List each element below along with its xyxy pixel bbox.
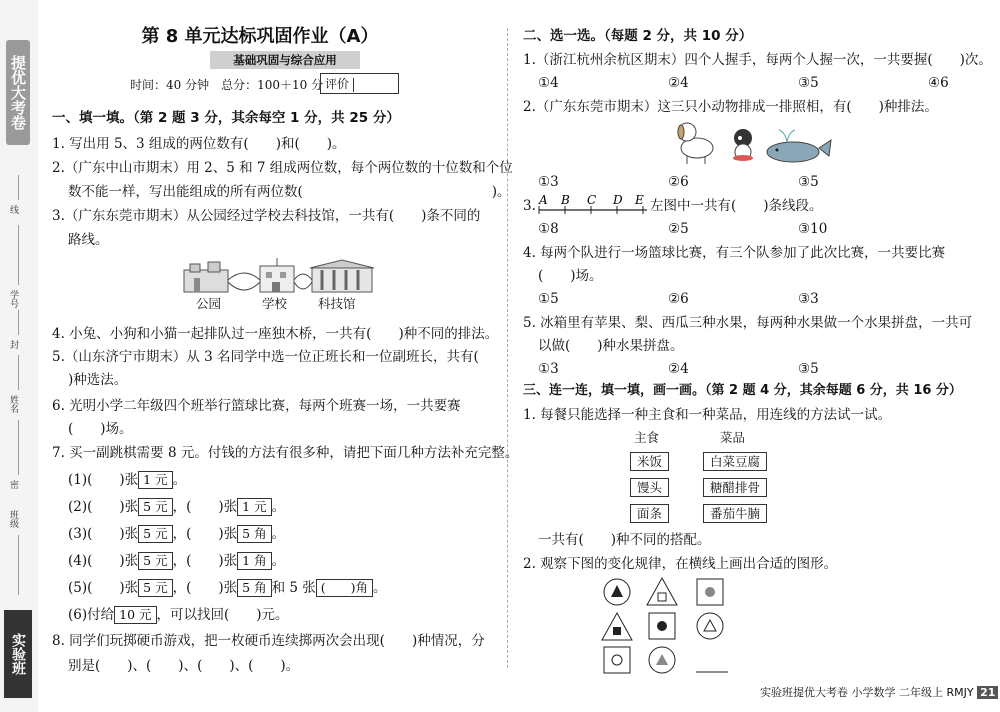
spine-divider — [18, 535, 19, 595]
option[interactable]: ①3 — [538, 361, 559, 377]
section-3-title: 三、连一连，填一填，画一画。（第 2 题 4 分，其余每题 6 分，共 16 分） — [523, 383, 962, 398]
dish-item[interactable]: 番茄牛腩 — [703, 504, 767, 523]
question-1-8-cont: 别是( )、( )、( )、( )。 — [68, 658, 300, 674]
score-field[interactable] — [353, 78, 394, 92]
square-with-circle-icon — [604, 647, 630, 673]
spine-label-name: 姓名 — [8, 395, 18, 413]
payment-text: 。 — [271, 499, 286, 515]
money-note: 5 角 — [237, 525, 271, 543]
point-label: C — [587, 193, 597, 207]
question-3-1: 1. 每餐只能选择一种主食和一种菜品，用连线的方法试一试。 — [523, 407, 892, 423]
payment-text: (5)( )张 — [68, 580, 139, 596]
spine-label-line: 线 — [8, 205, 18, 214]
route-line — [228, 273, 260, 280]
option[interactable]: ④6 — [928, 75, 949, 91]
money-note: 1 元 — [138, 471, 172, 489]
spine-label-student-id: 学号 — [8, 290, 18, 308]
question-1-3: 3.（广东东莞市期末）从公园经过学校去科技馆，一共有( )条不同的 — [52, 208, 481, 224]
place-science-museum: 科技馆 — [318, 296, 356, 311]
circle-with-triangle-icon — [604, 579, 630, 605]
payment-text: ，( )张 — [172, 499, 238, 515]
payment-text: 和 5 张 — [271, 580, 316, 596]
question-2-5: 5. 冰箱里有苹果、梨、西瓜三种水果，每两种水果做一个水果拼盘，一共可 — [523, 315, 973, 331]
option[interactable]: ①8 — [538, 221, 559, 237]
payment-text: ，( )张 — [172, 580, 238, 596]
time-score-info: 时间：40 分钟 总分：100＋10 分 — [130, 78, 324, 92]
question-1-6: 6. 光明小学二年级四个班举行篮球比赛，每两个班赛一场，一共要赛 — [52, 398, 461, 414]
payment-text: ，可以找回( )元。 — [156, 607, 289, 623]
page-title: 第 8 单元达标巩固作业（A） — [141, 26, 379, 47]
option[interactable]: ③5 — [798, 174, 819, 190]
question-3-2: 2. 观察下图的变化规律，在横线上画出合适的图形。 — [523, 556, 838, 572]
option[interactable]: ①4 — [538, 75, 559, 91]
spine-label-class: 班级 — [8, 510, 18, 528]
payment-text: (2)( )张 — [68, 499, 139, 515]
dish-item[interactable]: 白菜豆腐 — [703, 452, 767, 471]
score-box[interactable] — [320, 73, 399, 94]
square-with-circle-icon — [649, 613, 675, 639]
payment-row-5 — [68, 578, 387, 598]
shape-pattern-grid — [600, 576, 750, 676]
payment-text: ，( )张 — [172, 553, 238, 569]
question-1-5-cont: )种选法。 — [68, 372, 128, 388]
dish-item[interactable]: 糖醋排骨 — [703, 478, 767, 497]
dish-header: 菜品 — [720, 430, 746, 445]
question-1-1: 1. 写出用 5、3 组成的两位数有( )和( )。 — [52, 136, 346, 152]
question-2-3-number: 3. — [523, 198, 536, 214]
payment-text: 。 — [271, 553, 286, 569]
page-subtitle: 基础巩固与综合应用 — [210, 51, 360, 69]
spine-divider — [18, 225, 19, 285]
payment-row-6 — [68, 605, 289, 625]
page-footer — [760, 684, 998, 700]
payment-text: 。 — [172, 472, 187, 488]
question-1-5: 5.（山东济宁市期末）从 3 名同学中选一位正班长和一位副班长，共有( — [52, 349, 479, 365]
option[interactable]: ②4 — [668, 361, 689, 377]
payment-text: (6)付给 — [68, 607, 115, 623]
point-label: D — [613, 193, 623, 207]
column-divider — [507, 28, 508, 668]
section-2-title: 二、选一选。（每题 2 分，共 10 分） — [523, 28, 753, 44]
money-note: 10 元 — [114, 606, 156, 624]
question-3-1-answer: 一共有( )种不同的搭配。 — [538, 532, 711, 548]
payment-text: 。 — [271, 526, 286, 542]
point-label: E — [635, 193, 644, 207]
science-museum-icon — [310, 260, 374, 292]
staple-header: 主食 — [634, 430, 660, 445]
page-number: 21 — [977, 686, 998, 699]
payment-row-1 — [68, 470, 186, 490]
route-line — [294, 274, 312, 280]
payment-text: (4)( )张 — [68, 553, 139, 569]
brand-label-top: 提优大考卷 — [6, 40, 30, 145]
spine-divider — [18, 175, 19, 200]
question-1-6-cont: ( )场。 — [68, 421, 133, 437]
triangle-with-square-icon — [647, 578, 677, 605]
place-school: 学校 — [262, 296, 288, 311]
puppy-icon — [733, 129, 753, 161]
option[interactable]: ①5 — [538, 291, 559, 307]
place-park: 公园 — [196, 296, 222, 311]
option[interactable]: ②4 — [668, 75, 689, 91]
payment-text: 。 — [373, 580, 387, 596]
payment-row-3 — [68, 524, 285, 544]
option[interactable]: ③3 — [798, 291, 819, 307]
option[interactable]: ③10 — [798, 221, 828, 237]
money-note: 5 元 — [138, 498, 172, 516]
brand-label-bottom: 实验班 — [4, 610, 32, 698]
circle-with-triangle-icon — [697, 613, 723, 639]
spine-divider — [18, 355, 19, 390]
binding-spine — [0, 0, 38, 712]
spine-label-secret: 密 — [8, 480, 18, 489]
question-2-1: 1.（浙江杭州余杭区期末）四个人握手，每两个人握一次，一共要握( )次。 — [523, 52, 992, 68]
question-2-5-cont: 以做( )种水果拼盘。 — [538, 338, 684, 354]
question-1-3-cont: 路线。 — [68, 232, 109, 248]
question-1-2-cont: 数不能一样，写出能组成的所有两位数( )。 — [68, 184, 511, 200]
money-note: 5 角 — [237, 579, 271, 597]
money-note: 5 元 — [138, 552, 172, 570]
footer-text: 实验班提优大考卷 小学数学 二年级上 RMJY — [760, 686, 974, 699]
payment-text: (1)( )张 — [68, 472, 139, 488]
staple-item[interactable]: 面条 — [630, 504, 669, 523]
section-1-title: 一、填一填。（第 2 题 3 分，其余每空 1 分，共 25 分） — [52, 110, 400, 126]
route-line — [228, 282, 260, 290]
payment-text: (3)( )张 — [68, 526, 139, 542]
spine-divider — [18, 310, 19, 335]
question-2-2: 2.（广东东莞市期末）这三只小动物排成一排照相，有( )种排法。 — [523, 99, 938, 115]
school-icon — [260, 258, 294, 292]
dog-icon — [678, 123, 713, 164]
question-1-4: 4. 小兔、小狗和小猫一起排队过一座独木桥，一共有( )种不同的排法。 — [52, 326, 499, 342]
money-note: ( )角 — [316, 579, 373, 597]
question-2-4: 4. 每两个队进行一场篮球比赛，有三个队参加了此次比赛，一共要比赛 — [523, 245, 946, 261]
money-note: 5 元 — [138, 579, 172, 597]
payment-row-2 — [68, 497, 285, 517]
option[interactable]: ③5 — [798, 361, 819, 377]
point-label: A — [539, 193, 548, 207]
question-1-8: 8. 同学们玩掷硬币游戏，把一枚硬币连续掷两次会出现( )种情况，分 — [52, 633, 485, 649]
question-2-3: 左图中一共有( )条线段。 — [650, 198, 823, 214]
question-1-7: 7. 买一副跳棋需要 8 元。付钱的方法有很多种，请把下面几种方法补充完整。 — [52, 445, 519, 461]
whale-icon — [767, 130, 831, 162]
option[interactable]: ②6 — [668, 291, 689, 307]
point-label: B — [561, 193, 570, 207]
spine-divider — [18, 420, 19, 475]
question-2-4-cont: ( )场。 — [538, 268, 603, 284]
option[interactable]: ②5 — [668, 221, 689, 237]
spine-label-seal: 封 — [8, 340, 18, 349]
option[interactable]: ③5 — [798, 75, 819, 91]
park-icon — [184, 262, 228, 292]
square-with-circle-icon — [697, 579, 723, 605]
option[interactable]: ②6 — [668, 174, 689, 190]
circle-with-triangle-icon — [649, 647, 675, 673]
line-segment-figure — [537, 192, 649, 216]
payment-row-4 — [68, 551, 285, 571]
animals-picture — [675, 118, 835, 168]
option[interactable]: ①3 — [538, 174, 559, 190]
staple-item[interactable]: 馒头 — [630, 478, 669, 497]
question-1-2: 2.（广东中山市期末）用 2、5 和 7 组成两位数，每个两位数的十位数和个位 — [52, 160, 513, 176]
money-note: 1 元 — [237, 498, 271, 516]
staple-item[interactable]: 米饭 — [630, 452, 669, 471]
triangle-with-square-icon — [602, 613, 632, 640]
score-label: 评价 — [325, 77, 350, 91]
money-note: 5 元 — [138, 525, 172, 543]
route-line — [294, 282, 312, 289]
money-note: 1 角 — [237, 552, 271, 570]
payment-text: ，( )张 — [172, 526, 238, 542]
